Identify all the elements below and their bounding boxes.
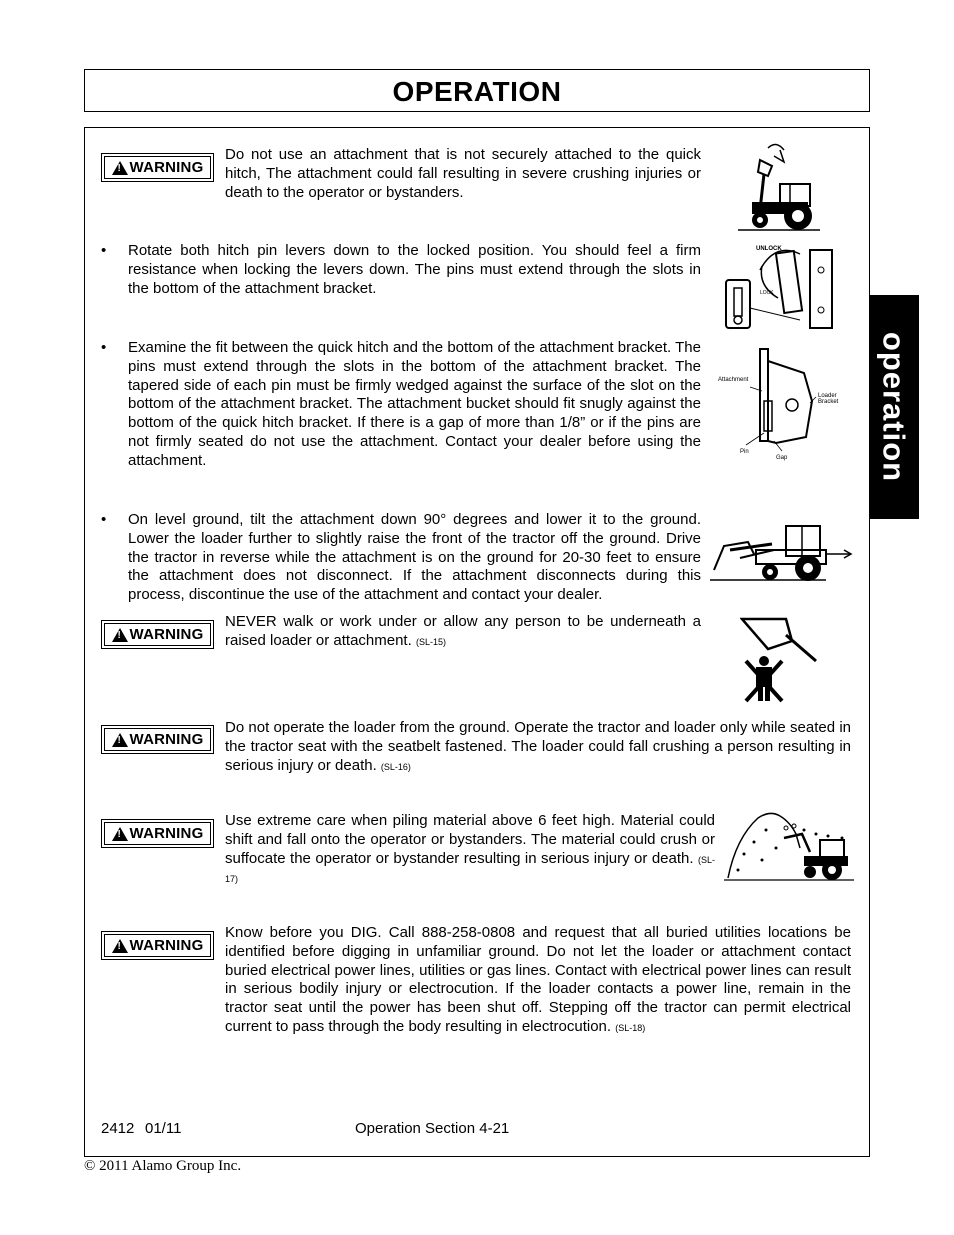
warning-triangle-icon bbox=[112, 628, 128, 642]
footer-section: Operation Section 4-21 bbox=[355, 1120, 510, 1137]
warning-badge bbox=[101, 819, 214, 848]
warning-badge-label: WARNING bbox=[129, 731, 204, 748]
warning-text-1: Do not use an attachment that is not securely attached to the quick hitch, The attachment could fall resulting in severe crushing injuries or death to the operator or bystanders. bbox=[225, 146, 701, 201]
pin-label: Pin bbox=[740, 449, 749, 455]
warning-badge bbox=[101, 153, 214, 182]
warning-triangle-icon bbox=[112, 827, 128, 841]
warning-badge-label: WARNING bbox=[129, 626, 204, 643]
loader-label: Loader bbox=[818, 393, 837, 399]
warning-badge-label: WARNING bbox=[129, 825, 204, 842]
lock-label: LOCK bbox=[760, 290, 774, 296]
warning-badge-label: WARNING bbox=[129, 937, 204, 954]
safety-ref-code: (SL-17) bbox=[225, 854, 716, 885]
attachment-label: Attachment bbox=[718, 377, 749, 383]
safety-ref-code: (SL-18) bbox=[615, 1022, 646, 1033]
bullet-text-3: On level ground, tilt the attachment down 90° degrees and lower it to the ground. Lower the loader further to slightly raise the front of the tractor off the ground. Drive the tractor in reverse while the attachment is on the ground for 20-30 feet to ensure the attachment does not disconnect. If the attachment disconnects during this process, discontinue the use of the attachment and contact your dealer. bbox=[128, 511, 701, 604]
page-title: OPERATION bbox=[392, 76, 562, 107]
title-box bbox=[84, 69, 870, 112]
hitch-lever-figure bbox=[720, 240, 840, 332]
bullet-mark: • bbox=[101, 339, 107, 356]
footer-date: 01/11 bbox=[145, 1120, 182, 1137]
warning-badge bbox=[101, 620, 214, 649]
warning-triangle-icon bbox=[112, 161, 128, 175]
warning-badge bbox=[101, 725, 214, 754]
bullet-text-2: Examine the fit between the quick hitch and the bottom of the attachment bracket. The pins must extend through the slots in the bottom of the attachment bracket. The tapered side of each pin must be firmly wedged against the surface of the slot on the bottom of the attachment bracket. The attachment bucket should fit snugly against the bottom of the quick hitch bracket. If there is a gap of more than 1/8” or if the pins are not firmly seated do not use the attachment. Contact your dealer before using the attachment. bbox=[128, 339, 701, 469]
gap-label: Gap bbox=[776, 455, 788, 461]
warning-text-2: NEVER walk or work under or allow any person to be underneath a raised loader or attachment. (SL-15) bbox=[225, 613, 701, 649]
bracket-gap-figure bbox=[716, 345, 846, 463]
material-pile-figure bbox=[724, 808, 854, 884]
safety-ref-code: (SL-16) bbox=[380, 761, 411, 772]
warning-text-3: Do not operate the loader from the ground. Operate the tractor and loader only while seated in the tractor seat with the seatbelt fastened. The loader could fall crushing a person resulting in serious injury or death. (SL-16) bbox=[225, 719, 851, 774]
warning-triangle-icon bbox=[112, 733, 128, 747]
bracket-label: Bracket bbox=[818, 399, 839, 405]
tractor-tipping-figure bbox=[738, 140, 820, 234]
warning-badge-label: WARNING bbox=[129, 159, 204, 176]
bullet-mark: • bbox=[101, 242, 107, 259]
section-side-tab bbox=[869, 295, 919, 519]
warning-text-4: Use extreme care when piling material above 6 feet high. Material could shift and fall onto the operator or bystanders. The material could crush or suffocate the operator or bystander resulting in serious injury or death. (SL-17) bbox=[225, 812, 716, 885]
warning-triangle-icon bbox=[112, 939, 128, 953]
safety-ref-code: (SL-15) bbox=[415, 636, 446, 647]
copyright: © 2011 Alamo Group Inc. bbox=[84, 1158, 242, 1174]
footer-model: 2412 bbox=[101, 1120, 135, 1137]
unlock-label: UNLOCK bbox=[756, 246, 782, 252]
no-person-under-loader-figure bbox=[740, 615, 820, 705]
side-tab-label: operation bbox=[876, 331, 912, 483]
warning-badge bbox=[101, 931, 214, 960]
bullet-text-1: Rotate both hitch pin levers down to the locked position. You should feel a firm resistance when locking the levers down. The pins must extend through the slots in the bottom of the attachment bracket. bbox=[128, 242, 701, 297]
bullet-mark: • bbox=[101, 511, 107, 528]
warning-text-5: Know before you DIG. Call 888-258-0808 and request that all buried utilities locations be identified before digging in unfamiliar ground. Do not let the loader or attachment contact buried electrical power lines, utilities or gas lines. Contact with electrical power lines can result in serious bodily injury or electrocution. If the loader contacts a power line, remain in the tractor seat until the power has been shut off. Stepping off the tractor can permit electrical current to pass through the body resulting in electrocution. (SL-18) bbox=[225, 924, 851, 1035]
tractor-reverse-figure bbox=[710, 520, 854, 584]
